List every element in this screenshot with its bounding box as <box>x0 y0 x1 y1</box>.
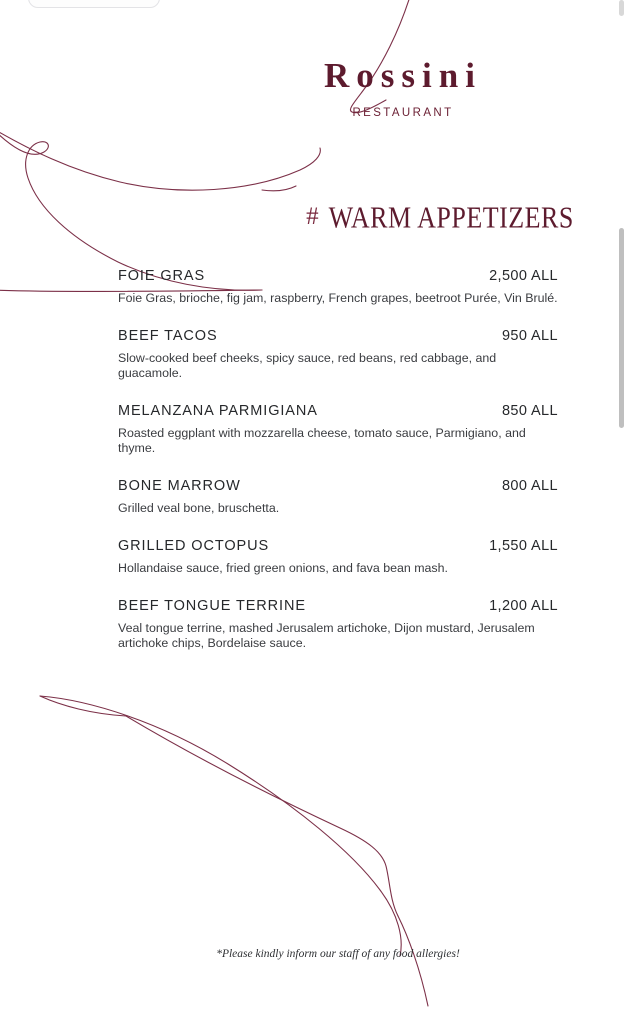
menu-item-name: BEEF TONGUE TERRINE <box>118 598 306 614</box>
menu-item-description: Foie Gras, brioche, fig jam, raspberry, French grapes, beetroot Purée, Vin Brulé. <box>118 291 558 305</box>
menu-item-head <box>118 328 558 344</box>
menu-item-name: FOIE GRAS <box>118 268 206 284</box>
menu-item-head <box>118 478 558 494</box>
menu-item-price: 2,500 ALL <box>489 268 558 284</box>
page-scrollbar-thumb-top[interactable] <box>619 0 624 16</box>
allergy-footnote: *Please kindly inform our staff of any food allergies! <box>216 948 460 960</box>
menu-item-price: 1,550 ALL <box>489 538 558 554</box>
menu-item-head <box>118 538 558 554</box>
menu-item-price: 950 ALL <box>501 328 558 344</box>
menu-items-list <box>118 268 558 673</box>
page-scrollbar-track[interactable] <box>619 0 624 1024</box>
menu-item <box>118 268 558 306</box>
menu-item-description: Veal tongue terrine, mashed Jerusalem artichoke, Dijon mustard, Jerusalem artichoke chips, Bordelaise sauce. <box>118 621 535 650</box>
menu-item-description: Slow-cooked beef cheeks, spicy sauce, red beans, red cabbage, and guacamole. <box>118 351 497 380</box>
hash-icon: # <box>306 202 319 230</box>
menu-item-name: GRILLED OCTOPUS <box>118 538 270 554</box>
top-cropped-chip <box>28 0 160 8</box>
menu-item-price: 850 ALL <box>501 403 558 419</box>
menu-item <box>118 538 558 576</box>
restaurant-header <box>0 55 626 119</box>
menu-item-name: BEEF TACOS <box>118 328 218 344</box>
menu-item-description: Grilled veal bone, bruschetta. <box>118 501 280 515</box>
page-scrollbar-thumb[interactable] <box>619 228 624 428</box>
menu-item-description: Hollandaise sauce, fried green onions, and fava bean mash. <box>118 561 448 575</box>
menu-item-head <box>118 268 558 284</box>
menu-item-head <box>118 598 558 614</box>
menu-item-head <box>118 403 558 419</box>
menu-item-description: Roasted eggplant with mozzarella cheese, tomato sauce, Parmigiano, and thyme. <box>118 426 526 455</box>
menu-item-price: 800 ALL <box>501 478 558 494</box>
section-title: WARM APPETIZERS <box>328 200 574 235</box>
brand-subtitle: RESTAURANT <box>352 107 454 119</box>
menu-item-price: 1,200 ALL <box>489 598 558 614</box>
menu-item <box>118 328 558 381</box>
section-heading <box>300 200 580 235</box>
menu-item <box>118 598 558 651</box>
menu-item <box>118 478 558 516</box>
menu-item-name: BONE MARROW <box>118 478 241 494</box>
brand-name: Rossini <box>324 56 482 95</box>
menu-item-name: MELANZANA PARMIGIANA <box>118 403 318 419</box>
menu-item <box>118 403 558 456</box>
